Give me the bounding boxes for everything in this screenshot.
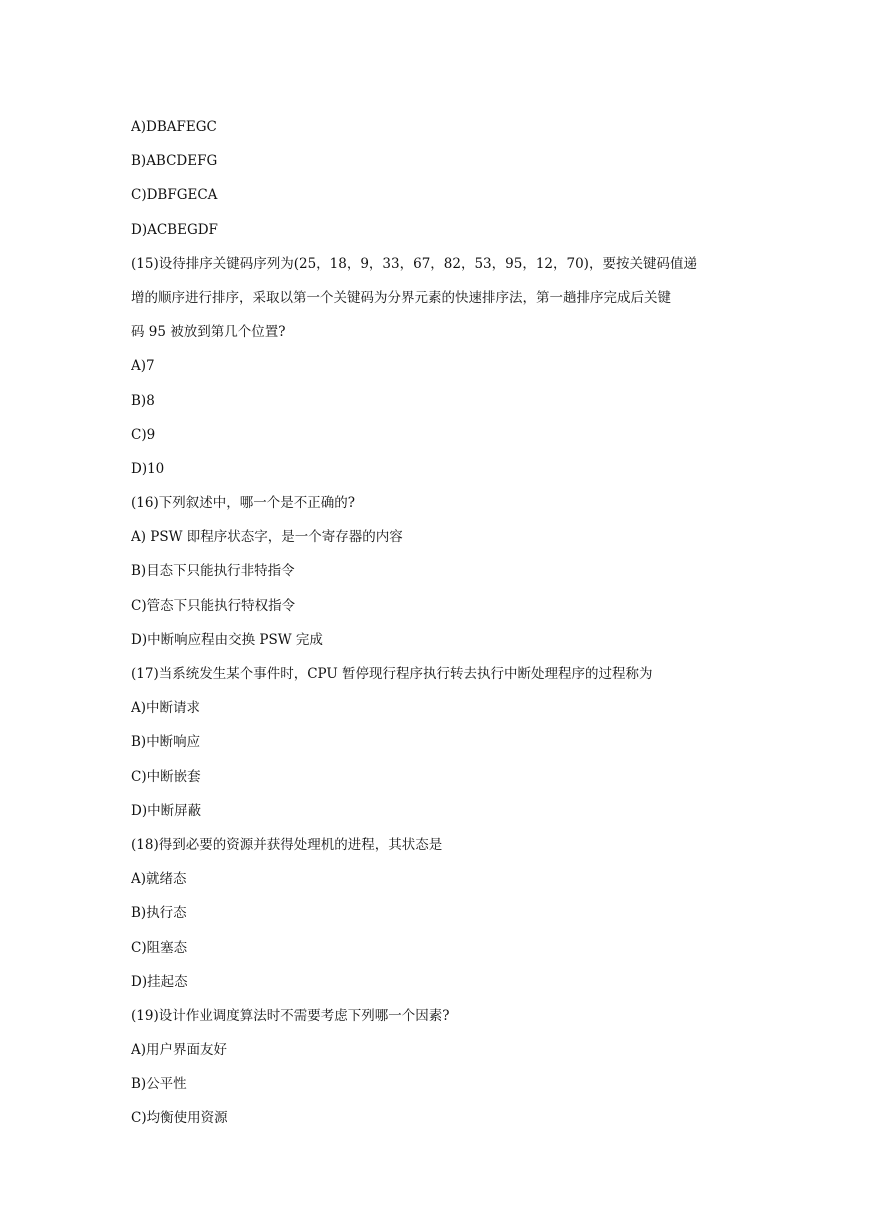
option-line: B)公平性 — [131, 1076, 187, 1093]
option-line: D)10 — [131, 460, 165, 477]
option-line: A)用户界面友好 — [131, 1042, 228, 1059]
option-line: D)ACBEGDF — [131, 221, 218, 238]
question-16: (16)下列叙述中，哪一个是不正确的? — [131, 495, 355, 512]
option-line: B)执行态 — [131, 905, 187, 922]
option-line: B)中断响应 — [131, 734, 201, 751]
option-line: A)就绪态 — [131, 871, 187, 888]
question-17: (17)当系统发生某个事件时，CPU 暂停现行程序执行转去执行中断处理程序的过程称为 — [131, 666, 653, 682]
option-line: A)中断请求 — [131, 700, 201, 717]
option-line: C)均衡使用资源 — [131, 1110, 228, 1127]
option-line: D)中断屏蔽 — [131, 802, 202, 819]
option-line: B)ABCDEFG — [131, 153, 218, 170]
question-19: (19)设计作业调度算法时不需要考虑下列哪一个因素? — [131, 1007, 450, 1024]
question-15-line-3: 码 95 被放到第几个位置? — [131, 324, 286, 341]
option-line: A) PSW 即程序状态字，是一个寄存器的内容 — [131, 529, 403, 546]
option-line: D)挂起态 — [131, 973, 188, 990]
option-line: A)7 — [131, 358, 155, 375]
option-line: C)阻塞态 — [131, 939, 188, 956]
option-line: C)中断嵌套 — [131, 768, 201, 785]
question-18: (18)得到必要的资源并获得处理机的进程，其状态是 — [131, 836, 443, 853]
page-content — [131, 110, 741, 1136]
option-line: C)DBFGECA — [131, 187, 218, 204]
question-15-line-2: 增的顺序进行排序，采取以第一个关键码为分界元素的快速排序法，第一趟排序完成后关键 — [131, 289, 671, 306]
option-line: A)DBAFEGC — [131, 119, 217, 135]
option-line: B)8 — [131, 392, 155, 409]
option-line: C)管态下只能执行特权指令 — [131, 597, 296, 614]
option-line: D)中断响应程由交换 PSW 完成 — [131, 631, 323, 648]
question-15-line-1: (15)设待排序关键码序列为(25，18，9，33，67，82，53，95，12，70)，要按关键码值递 — [131, 255, 697, 272]
option-line: B)目态下只能执行非特指令 — [131, 563, 295, 580]
option-line: C)9 — [131, 426, 156, 443]
